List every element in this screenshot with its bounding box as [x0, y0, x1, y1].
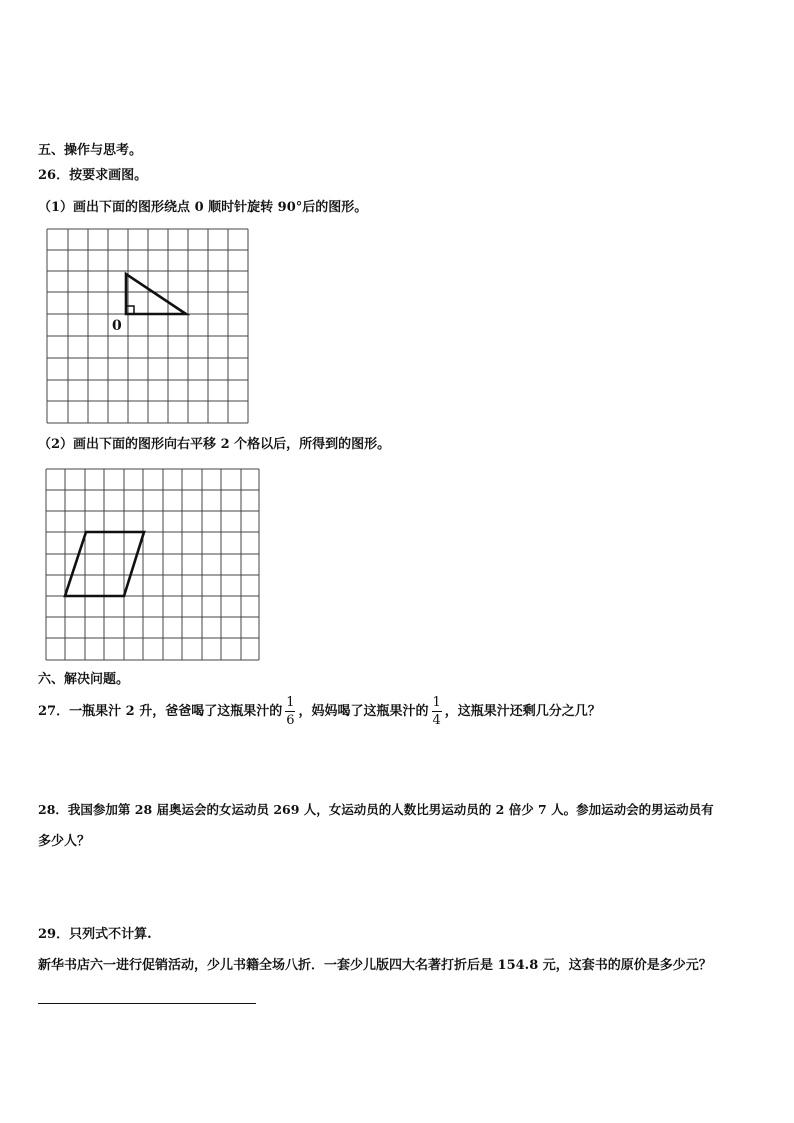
question-27-part-c: ，这瓶果汁还剩几分之几？ — [444, 704, 601, 719]
rotation-grid-svg — [46, 228, 250, 424]
question-26-part-1: （1）画出下面的图形绕点 0 顺时针旋转 90°后的图形。 — [38, 200, 368, 215]
fraction-1-numerator: 1 — [286, 695, 295, 710]
question-28-line-1: 28．我国参加第 28 届奥运会的女运动员 269 人，女运动员的人数比男运动员的 2 倍少 7 人。参加运动会的男运动员有 — [38, 802, 714, 817]
translation-grid-svg — [45, 468, 261, 662]
fraction-one-quarter — [432, 694, 442, 729]
section-six-title: 六、解决问题。 — [38, 672, 130, 687]
fraction-2-numerator: 1 — [432, 695, 441, 710]
question-26-title: 26．按要求画图。 — [38, 168, 148, 183]
fraction-one-sixth — [285, 694, 295, 729]
question-27-part-a: 27．一瓶果汁 2 升，爸爸喝了这瓶果汁的 — [38, 704, 283, 719]
fraction-1-denominator: 6 — [286, 713, 295, 728]
question-28-line-2: 多少人？ — [38, 834, 91, 849]
section-five-title: 五、操作与思考。 — [38, 143, 143, 158]
footer-rule — [38, 1003, 256, 1004]
right-triangle-shape — [126, 274, 186, 314]
rotation-grid — [46, 228, 250, 428]
question-27-part-b: ，妈妈喝了这瓶果汁的 — [298, 704, 429, 719]
question-27 — [38, 694, 601, 730]
question-26-part-2: （2）画出下面的图形向右平移 2 个格以后，所得到的图形。 — [38, 437, 391, 452]
fraction-2-denominator: 4 — [432, 713, 441, 728]
translation-grid — [45, 468, 261, 666]
question-29-title: 29．只列式不计算. — [38, 927, 152, 942]
rotation-point-label: 0 — [112, 318, 122, 334]
question-29-text: 新华书店六一进行促销活动，少儿书籍全场八折．一套少儿版四大名著打折后是 154.8 元，这套书的原价是多少元？ — [38, 958, 712, 973]
